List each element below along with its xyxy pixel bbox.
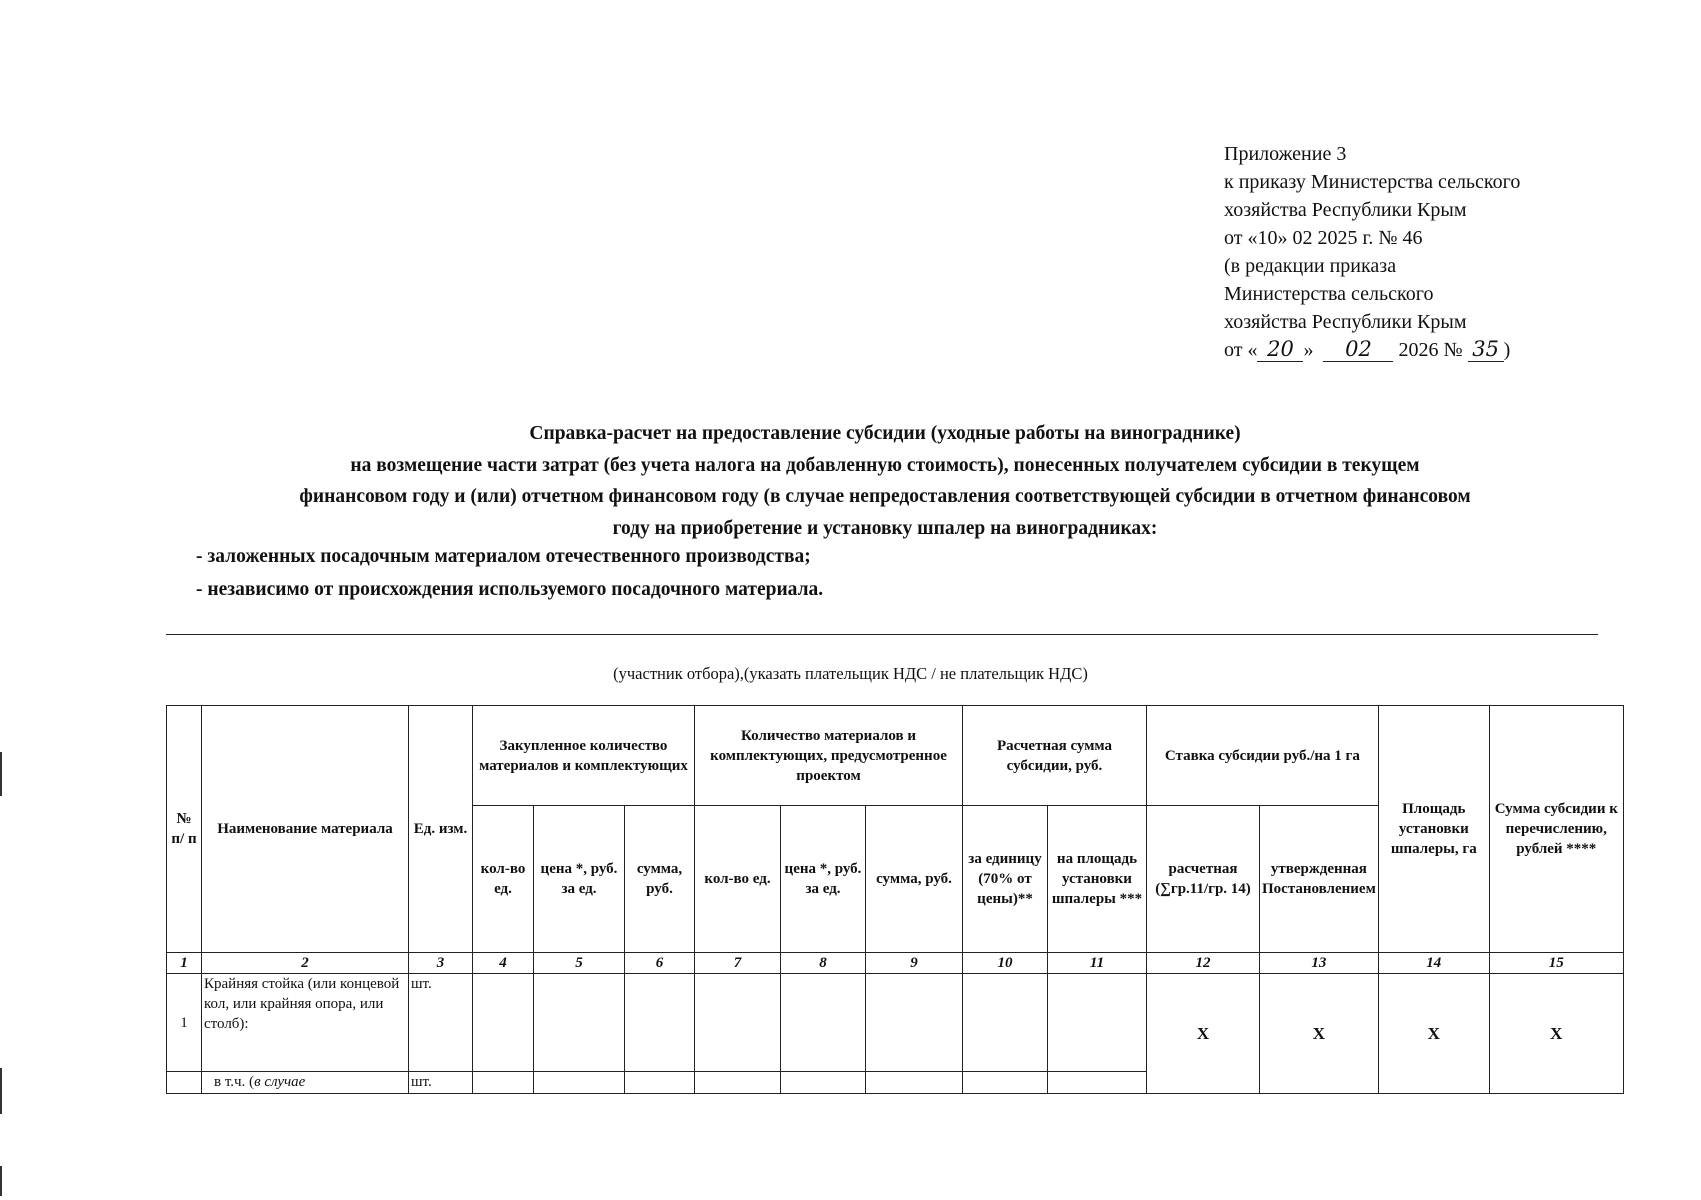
title-bullet: - заложенных посадочным материалом отечественного производства; bbox=[196, 546, 811, 567]
cell-empty bbox=[781, 1072, 866, 1094]
scan-edge-mark bbox=[0, 752, 2, 796]
appendix-line: от «10» 02 2025 г. № 46 bbox=[1224, 227, 1423, 249]
col-number: 12 bbox=[1147, 953, 1260, 974]
cell-empty bbox=[963, 1072, 1048, 1094]
cell-empty bbox=[473, 1072, 534, 1094]
scan-edge-mark bbox=[0, 1068, 2, 1114]
appendix-line: Приложение 3 bbox=[1224, 143, 1347, 165]
row-name: в т.ч. (в случае bbox=[202, 1072, 409, 1094]
participant-caption: (участник отбора),(указать плательщик НДС / не плательщик НДС) bbox=[613, 664, 1088, 683]
cell-empty bbox=[695, 1072, 781, 1094]
header-price: цена *, руб. за ед. bbox=[534, 806, 625, 953]
fill-in-line bbox=[166, 634, 1598, 635]
cell-empty bbox=[866, 974, 963, 1072]
x-mark: Х bbox=[1147, 974, 1260, 1094]
header-rate-calc: расчетная (∑гр.11/гр. 14) bbox=[1147, 806, 1260, 953]
header-purchased: Закупленное количество материалов и комплектующих bbox=[473, 706, 695, 806]
header-unit: Ед. изм. bbox=[409, 706, 473, 953]
document-title bbox=[160, 418, 1610, 544]
column-numbers-row bbox=[167, 953, 1624, 974]
header-no: № п/ п bbox=[167, 706, 202, 953]
x-mark: Х bbox=[1489, 974, 1623, 1094]
title-line: Справка-расчет на предоставление субсидии (уходные работы на винограднике) bbox=[529, 423, 1241, 444]
header-sum: сумма, руб. bbox=[625, 806, 695, 953]
appendix-line: Министерства сельского bbox=[1224, 283, 1434, 305]
cell-empty bbox=[866, 1072, 963, 1094]
row-unit: шт. bbox=[409, 974, 473, 1072]
header-rate-approved: утвержденная Постановлением bbox=[1260, 806, 1379, 953]
cell-empty bbox=[473, 974, 534, 1072]
col-number: 15 bbox=[1489, 953, 1623, 974]
x-mark: Х bbox=[1260, 974, 1379, 1094]
header-qty: кол-во ед. bbox=[473, 806, 534, 953]
cell-empty bbox=[963, 974, 1048, 1072]
cell-empty bbox=[781, 974, 866, 1072]
col-number: 14 bbox=[1378, 953, 1489, 974]
row-name: Крайняя стойка (или концевой кол, или крайняя опора, или столб): bbox=[202, 974, 409, 1072]
col-number: 9 bbox=[866, 953, 963, 974]
x-mark: Х bbox=[1378, 974, 1489, 1094]
row-unit: шт. bbox=[409, 1072, 473, 1094]
row-no: 1 bbox=[167, 974, 202, 1072]
title-line: году на приобретение и установку шпалер на виноградниках: bbox=[612, 517, 1158, 539]
col-number: 3 bbox=[409, 953, 473, 974]
header-per-unit: за единицу (70% от цены)** bbox=[963, 806, 1048, 953]
appendix-block bbox=[1224, 140, 1520, 364]
col-number: 5 bbox=[534, 953, 625, 974]
col-number: 1 bbox=[167, 953, 202, 974]
scan-edge-mark bbox=[0, 1166, 2, 1196]
cell-empty bbox=[534, 974, 625, 1072]
header-per-area: на площадь установки шпалеры *** bbox=[1048, 806, 1147, 953]
col-number: 8 bbox=[781, 953, 866, 974]
header-transfer: Сумма субсидии к перечислению, рублей **** bbox=[1489, 706, 1623, 953]
handwritten-month: 02 bbox=[1323, 337, 1393, 362]
cell-empty bbox=[625, 974, 695, 1072]
calculation-table bbox=[166, 705, 1624, 1094]
cell-empty bbox=[1048, 974, 1147, 1072]
col-number: 13 bbox=[1260, 953, 1379, 974]
header-project: Количество материалов и комплектующих, предусмотренное проектом bbox=[695, 706, 963, 806]
title-line: финансовом году и (или) отчетном финансовом году (в случае непредоставления соответствующей субсидии в отчетном финансовом bbox=[299, 486, 1471, 507]
header-area: Площадь установки шпалеры, га bbox=[1378, 706, 1489, 953]
appendix-line: к приказу Министерства сельского bbox=[1224, 171, 1521, 193]
title-bullet: - независимо от происхождения используемого посадочного материала. bbox=[196, 579, 824, 600]
appendix-line: (в редакции приказа bbox=[1224, 255, 1397, 277]
appendix-amendment-date: от « 20 » 02 2026 № 35 ) bbox=[1224, 337, 1511, 361]
cell-empty bbox=[625, 1072, 695, 1094]
cell-empty bbox=[1048, 1072, 1147, 1094]
handwritten-day: 20 bbox=[1257, 337, 1303, 362]
header-price2: цена *, руб. за ед. bbox=[781, 806, 866, 953]
appendix-line: хозяйства Республики Крым bbox=[1224, 311, 1467, 333]
header-row-1 bbox=[167, 706, 1624, 806]
header-sum2: сумма, руб. bbox=[866, 806, 963, 953]
col-number: 2 bbox=[202, 953, 409, 974]
header-qty2: кол-во ед. bbox=[695, 806, 781, 953]
header-calc-sum: Расчетная сумма субсидии, руб. bbox=[963, 706, 1147, 806]
col-number: 11 bbox=[1048, 953, 1147, 974]
col-number: 4 bbox=[473, 953, 534, 974]
cell-empty bbox=[695, 974, 781, 1072]
table-row bbox=[167, 974, 1624, 1072]
header-name: Наименование материала bbox=[202, 706, 409, 953]
cell-empty bbox=[534, 1072, 625, 1094]
title-line: на возмещение части затрат (без учета налога на добавленную стоимость), понесенных получателем субсидии в текущем bbox=[350, 454, 1420, 476]
row-no bbox=[167, 1072, 202, 1094]
col-number: 6 bbox=[625, 953, 695, 974]
header-rate: Ставка субсидии руб./на 1 га bbox=[1147, 706, 1379, 806]
appendix-line: хозяйства Республики Крым bbox=[1224, 199, 1467, 221]
col-number: 7 bbox=[695, 953, 781, 974]
handwritten-number: 35 bbox=[1468, 337, 1504, 362]
col-number: 10 bbox=[963, 953, 1048, 974]
